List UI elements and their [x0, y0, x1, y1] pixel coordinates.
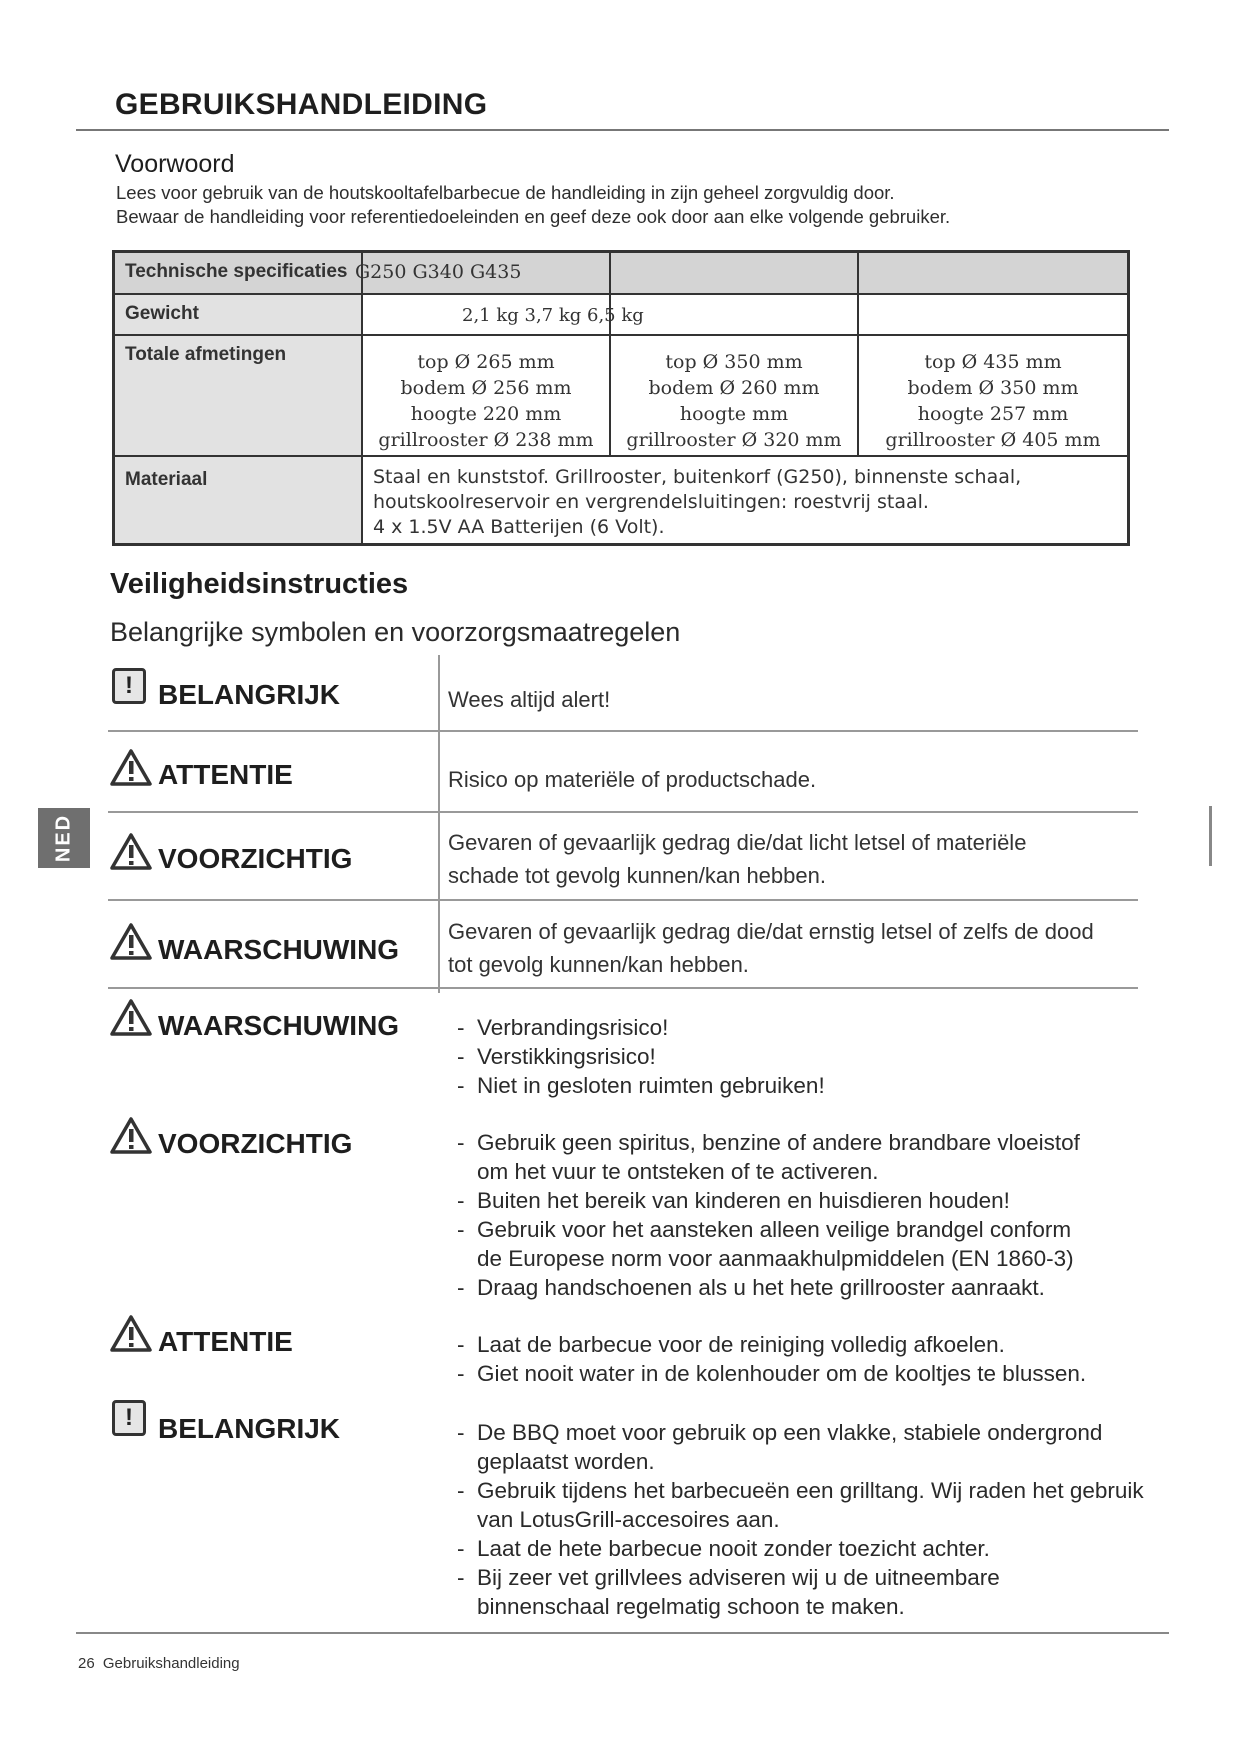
footer [78, 1655, 240, 1672]
group-label: BELANGRIJK [158, 1413, 341, 1444]
list-item: - Verbrandingsrisico! [455, 1013, 825, 1042]
symbol-description-line: Gevaren of gevaarlijk gedrag die/dat ernstig letsel of zelfs de dood [448, 919, 1094, 944]
dims-g250 [363, 335, 609, 453]
dims-line: hoogte 220 mm [410, 403, 562, 425]
dims-line: top Ø 265 mm [417, 351, 555, 373]
spec-table [112, 250, 1130, 546]
list-item: - De BBQ moet voor gebruik op een vlakke, stabiele ondergrond geplaatst worden. [455, 1418, 1144, 1476]
list-item: - Gebruik geen spiritus, benzine of andere brandbare vloeistof om het vuur te ontsteken of te activeren. [455, 1128, 1080, 1186]
material-text [363, 457, 1123, 540]
footer-divider [76, 1632, 1169, 1634]
dims-line: bodem Ø 350 mm [907, 377, 1079, 399]
material-line: Staal en kunststof. Grillrooster, buitenkorf (G250), binnenste schaal, [373, 466, 1022, 488]
group-label: WAARSCHUWING [158, 1010, 400, 1041]
language-tab [38, 808, 90, 868]
symbol-description-line: tot gevolg kunnen/kan hebben. [448, 952, 749, 977]
dims-line: bodem Ø 256 mm [400, 377, 572, 399]
dims-line: top Ø 350 mm [665, 351, 803, 373]
dims-label: Totale afmetingen [125, 344, 287, 365]
spec-models: G250 G340 G435 [355, 261, 522, 283]
dims-line: grillrooster Ø 405 mm [885, 429, 1101, 451]
warning-triangle-icon [110, 832, 152, 870]
symbol-description-line: Gevaren of gevaarlijk gedrag die/dat licht letsel of materiële [448, 830, 1027, 855]
dims-line: grillrooster Ø 320 mm [626, 429, 842, 451]
dims-line: hoogte 257 mm [917, 403, 1069, 425]
list-item: - Draag handschoenen als u het hete grillrooster aanraakt. [455, 1273, 1080, 1302]
section-title: Veiligheidsinstructies [110, 568, 409, 600]
table-row-divider [115, 293, 1127, 295]
symbol-label: ATTENTIE [158, 759, 293, 790]
exclamation-box-icon: ! [112, 1400, 146, 1436]
exclamation-box-icon: ! [112, 668, 146, 704]
weight-value: 2,1 kg 3,7 kg 6,5 kg [462, 305, 644, 326]
list-item: - Giet nooit water in de kolenhouder om de kooltjes te blussen. [455, 1359, 1086, 1388]
dims-g340 [611, 335, 857, 453]
warning-triangle-icon [110, 1116, 152, 1154]
list-item: - Bij zeer vet grillvlees adviseren wij u de uitneembare binnenschaal regelmatig schoon te maken. [455, 1563, 1144, 1621]
symbol-row-divider [108, 899, 1138, 901]
warning-triangle-icon [110, 748, 152, 786]
group-label: ATTENTIE [158, 1326, 293, 1357]
header-divider [76, 129, 1169, 131]
symbol-description [448, 915, 1094, 981]
spec-label-col-bg [115, 293, 361, 543]
symbol-label: BELANGRIJK [158, 679, 341, 710]
bullet-list [455, 1330, 1086, 1388]
language-tab-label: NED [52, 813, 75, 863]
list-item: - Buiten het bereik van kinderen en huisdieren houden! [455, 1186, 1080, 1215]
symbol-row-divider [108, 987, 1138, 989]
symbol-label: WAARSCHUWING [158, 934, 400, 965]
bullet-list [455, 1013, 825, 1100]
list-item: - Niet in gesloten ruimten gebruiken! [455, 1071, 825, 1100]
material-line: houtskoolreservoir en vergrendelsluitingen: roestvrij staal. [373, 491, 929, 513]
material-label: Materiaal [125, 469, 208, 490]
symbol-row-divider [108, 811, 1138, 813]
bullet-list [455, 1128, 1080, 1302]
bullet-list [455, 1418, 1144, 1621]
dims-line: top Ø 435 mm [924, 351, 1062, 373]
list-item: - Gebruik tijdens het barbecueën een grilltang. Wij raden het gebruik van LotusGrill-accesoires aan. [455, 1476, 1144, 1534]
page-number: 26 [78, 1655, 95, 1672]
warning-triangle-icon [110, 998, 152, 1036]
list-item: - Gebruik voor het aansteken alleen veilige brandgel conform de Europese norm voor aanmaakhulpmiddelen (EN 1860-3) [455, 1215, 1080, 1273]
symbol-description: Wees altijd alert! [448, 687, 611, 712]
dims-line: grillrooster Ø 238 mm [378, 429, 594, 451]
list-item: - Laat de barbecue voor de reiniging volledig afkoelen. [455, 1330, 1086, 1359]
dims-g435 [859, 335, 1127, 453]
list-item: - Laat de hete barbecue nooit zonder toezicht achter. [455, 1534, 1144, 1563]
foreword-title: Voorwoord [115, 150, 235, 178]
material-line: 4 x 1.5V AA Batterijen (6 Volt). [373, 516, 665, 538]
symbol-description [448, 826, 1026, 892]
dims-line: hoogte mm [679, 403, 789, 425]
symbol-description-line: schade tot gevolg kunnen/kan hebben. [448, 863, 826, 888]
page-title: GEBRUIKSHANDLEIDING [115, 88, 488, 121]
margin-mark [1209, 806, 1212, 866]
warning-triangle-icon [110, 1314, 152, 1352]
weight-label: Gewicht [125, 303, 199, 324]
group-label: VOORZICHTIG [158, 1128, 353, 1159]
foreword-line: Bewaar de handleiding voor referentiedoeleinden en geef deze ook door aan elke volgende gebruiker. [116, 206, 951, 227]
foreword-line: Lees voor gebruik van de houtskooltafelbarbecue de handleiding in zijn geheel zorgvuldig door. [116, 182, 895, 203]
dims-line: bodem Ø 260 mm [648, 377, 820, 399]
footer-label: Gebruikshandleiding [102, 1655, 240, 1672]
list-item: - Verstikkingsrisico! [455, 1042, 825, 1071]
spec-header-label: Technische specificaties [125, 261, 348, 282]
symbol-description: Risico op materiële of productschade. [448, 767, 817, 792]
symbol-label: VOORZICHTIG [158, 843, 353, 874]
symbol-row-divider [108, 730, 1138, 732]
warning-triangle-icon [110, 922, 152, 960]
section-subtitle: Belangrijke symbolen en voorzorgsmaatregelen [110, 617, 681, 647]
symbol-table-divider [438, 655, 440, 993]
